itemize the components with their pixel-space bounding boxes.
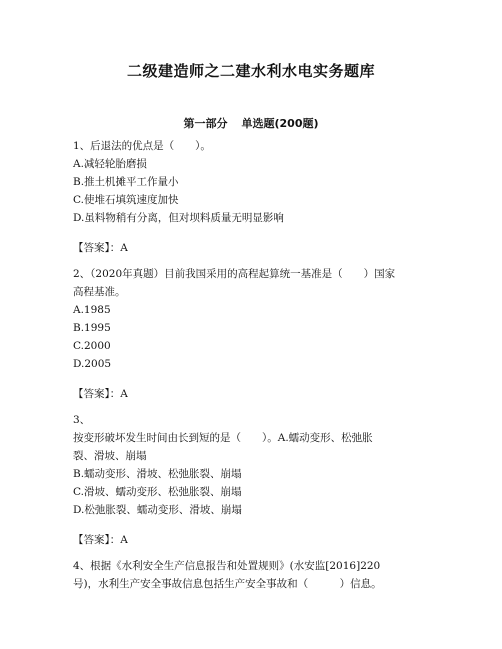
q3-answer: 【答案】：A (73, 534, 128, 546)
q4-stem-line-2: 号)，水利生产安全事故信息包括生产安全事故和（ ）信息。 (73, 578, 382, 590)
q3-option-c: C.滑坡、蠕动变形、松弛胀裂、崩塌 (73, 486, 242, 498)
q2-answer: 【答案】：A (73, 388, 128, 400)
section-name: 单选题(200题) (241, 117, 319, 130)
document-title: 二级建造师之二建水利水电实务题库 (126, 62, 375, 80)
q1-option-c: C.使堆石填筑速度加快 (73, 194, 179, 206)
q2-option-b: B.1995 (73, 322, 111, 334)
q2-stem-line-2: 高程基准。 (73, 286, 126, 298)
q1-answer: 【答案】：A (73, 242, 128, 254)
q3-option-b: B.蠕动变形、滑坡、松弛胀裂、崩塌 (73, 468, 242, 480)
q2-option-d: D.2005 (73, 358, 112, 370)
q1-option-a: A.减轻轮胎磨损 (73, 158, 147, 170)
q4-stem-line-1: 4、根据《水利安全生产信息报告和处置规则》(水安监[2016]220 (73, 560, 381, 572)
q3-stem-line-2: 按变形破坏发生时间由长到短的是（ ）。A.蠕动变形、松弛胀 (73, 432, 373, 444)
q2-option-a: A.1985 (73, 304, 111, 316)
q2-option-c: C.2000 (73, 340, 111, 352)
q3-option-d: D.松弛胀裂、蠕动变形、滑坡、崩塌 (73, 504, 242, 516)
q3-stem-line-1: 3、 (73, 414, 91, 426)
q1-option-b: B.推土机摊平工作量小 (73, 176, 179, 188)
q1-stem: 1、后退法的优点是（ ）。 (73, 140, 211, 152)
q1-option-d: D.虽料物稍有分离，但对坝料质量无明显影响 (73, 212, 284, 224)
section-part: 第一部分 (183, 117, 228, 130)
q3-stem-line-3: 裂、滑坡、崩塌 (73, 450, 147, 462)
section-heading (0, 115, 502, 131)
q2-stem-line-1: 2、（2020年真题）目前我国采用的高程起算统一基准是（ ）国家 (73, 268, 396, 280)
